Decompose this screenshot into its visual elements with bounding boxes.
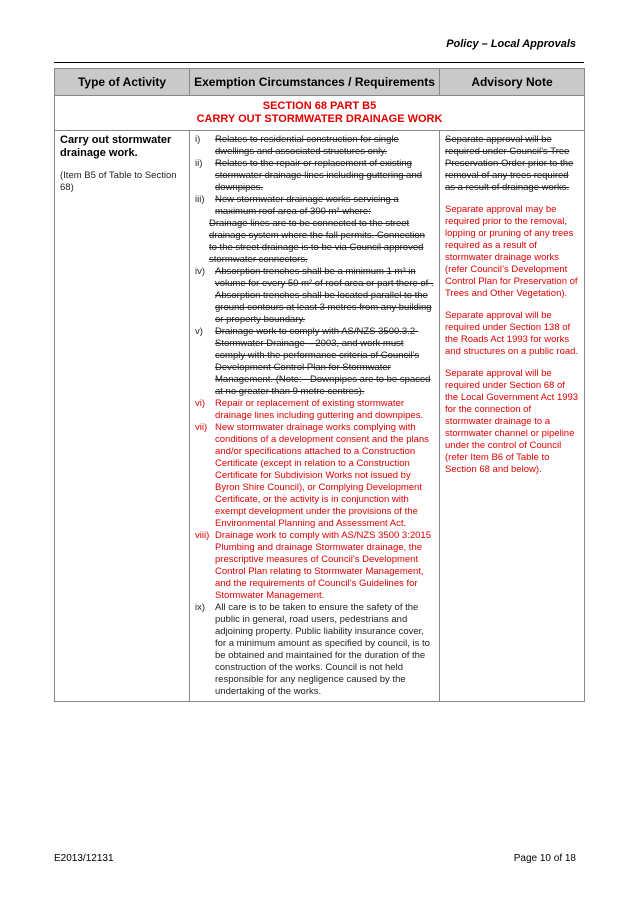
- list-item-number: i): [195, 134, 201, 145]
- header-type-of-activity: Type of Activity: [55, 69, 190, 96]
- list-item-text: Drainage work to comply with AS/NZS 3500 3:2015 Plumbing and drainage Stormwater drainage, the prescriptive measures of Council’s Development Control Plan relating to Stormwater Management, and the requirements of Council’s Guidelines for Stormwater Management.: [215, 530, 431, 601]
- advisory-note: Separate approval will be required under Council’s Tree Preservation Order prior to the removal of any trees required as a result of drainage works.: [445, 134, 574, 193]
- list-item: [195, 398, 434, 422]
- document-header-title: Policy – Local Approvals: [446, 38, 576, 50]
- list-item-number: vii): [195, 422, 208, 433]
- list-item-text: New stormwater drainage works complying with conditions of a development consent and the plans and/or specifications attached to a Construction Certificate (except in relation to a Construction Certificate for Subdivision Works not issued by Byron Shire Council), or Complying Development Certificate, or the activity is in conjunction with exempt development under the provisions of the Environmental Planning and Assessment Act.: [215, 422, 429, 529]
- list-item: [195, 602, 434, 698]
- list-item-text: Drainage lines are to be connected to the street drainage system where the fall permits. Connection to the street drainage is to be via Council approved stormwater connectors.: [209, 218, 425, 265]
- advisory-note: Separate approval may be required prior to the removal, lopping or pruning of any trees required as a result of stormwater drainage works (refer Council’s Development Control Plan for Preservation of Trees and Other Vegetation).: [445, 204, 578, 299]
- activity-title: Carry out stormwater drainage work.: [60, 134, 172, 159]
- table-row: [55, 131, 585, 702]
- section-heading-row: [55, 96, 585, 131]
- header-advisory-note: Advisory Note: [440, 69, 585, 96]
- section-heading-line2: CARRY OUT STORMWATER DRAINAGE WORK: [196, 113, 443, 125]
- list-item: [195, 266, 434, 326]
- list-item: [195, 326, 434, 398]
- list-item: [195, 194, 434, 218]
- list-item: [195, 530, 434, 602]
- document-reference: E2013/12131: [54, 853, 114, 864]
- list-item-number: v): [195, 326, 203, 337]
- list-item-number: ix): [195, 602, 206, 613]
- list-item-text: Relates to the repair or replacement of existing stormwater drainage lines including guttering and downpipes.: [215, 158, 423, 193]
- table-header-row: [55, 69, 585, 96]
- requirements-list: [195, 134, 434, 698]
- list-item: [195, 134, 434, 158]
- advisory-cell: [440, 131, 585, 702]
- list-item-number: ii): [195, 158, 203, 169]
- list-item-number: viii): [195, 530, 210, 541]
- header-rule: [54, 62, 584, 63]
- activity-cell: [55, 131, 190, 702]
- list-item: [195, 218, 434, 266]
- page-number: Page 10 of 18: [513, 853, 576, 864]
- list-item-text: Drainage work to comply with AS/NZS 3500.3.2-Stormwater Drainage – 2003, and work must comply with the performance criteria of Council’s Development Control Plan for Stormwater Management. (Note: - Downpipes are to be spaced at no greater than 9 metre centres).: [215, 326, 431, 397]
- list-item-number: vi): [195, 398, 206, 409]
- list-item-text: Absorption trenches shall be a minimum 1 m³ in volume for every 50 m² of roof area or part there of . Absorption trenches shall be located parallel to the ground contours at least 3 metres from any building or property boundary.: [215, 266, 434, 325]
- activity-subtitle: (Item B5 of Table to Section 68): [60, 170, 177, 193]
- requirements-cell: [190, 131, 440, 702]
- list-item: [195, 158, 434, 194]
- header-exemption: Exemption Circumstances / Requirements: [190, 69, 440, 96]
- section-heading-line1: SECTION 68 PART B5: [262, 100, 377, 112]
- list-item-number: iii): [195, 194, 205, 205]
- exemption-table: [54, 68, 585, 702]
- list-item-text: All care is to be taken to ensure the safety of the public in general, road users, pedestrians and adjoining property. Public liability insurance cover, for a minimum amount as specified by council, is to be obtained and maintained for the duration of the construction of the works. Council is not held responsible for any negligence caused by the undertaking of the works.: [215, 602, 430, 697]
- list-item-text: Repair or replacement of existing stormwater drainage lines including guttering and downpipes.: [215, 398, 424, 421]
- section-heading: [55, 96, 585, 131]
- list-item: [195, 422, 434, 530]
- list-item-text: New stormwater drainage works servicing a maximum roof area of 300 m² where:: [215, 194, 399, 217]
- list-item-number: iv): [195, 266, 206, 277]
- list-item-text: Relates to residential construction for single dwellings and associated structures only.: [215, 134, 399, 157]
- advisory-note: Separate approval will be required under Section 68 of the Local Government Act 1993 for the connection of stormwater drainage to a stormwater channel or pipeline under the control of Council (refer Item B6 of Table to Section 68 and below).: [445, 368, 579, 475]
- advisory-note: Separate approval will be required under Section 138 of the Roads Act 1993 for works and structures on a public road.: [445, 310, 579, 357]
